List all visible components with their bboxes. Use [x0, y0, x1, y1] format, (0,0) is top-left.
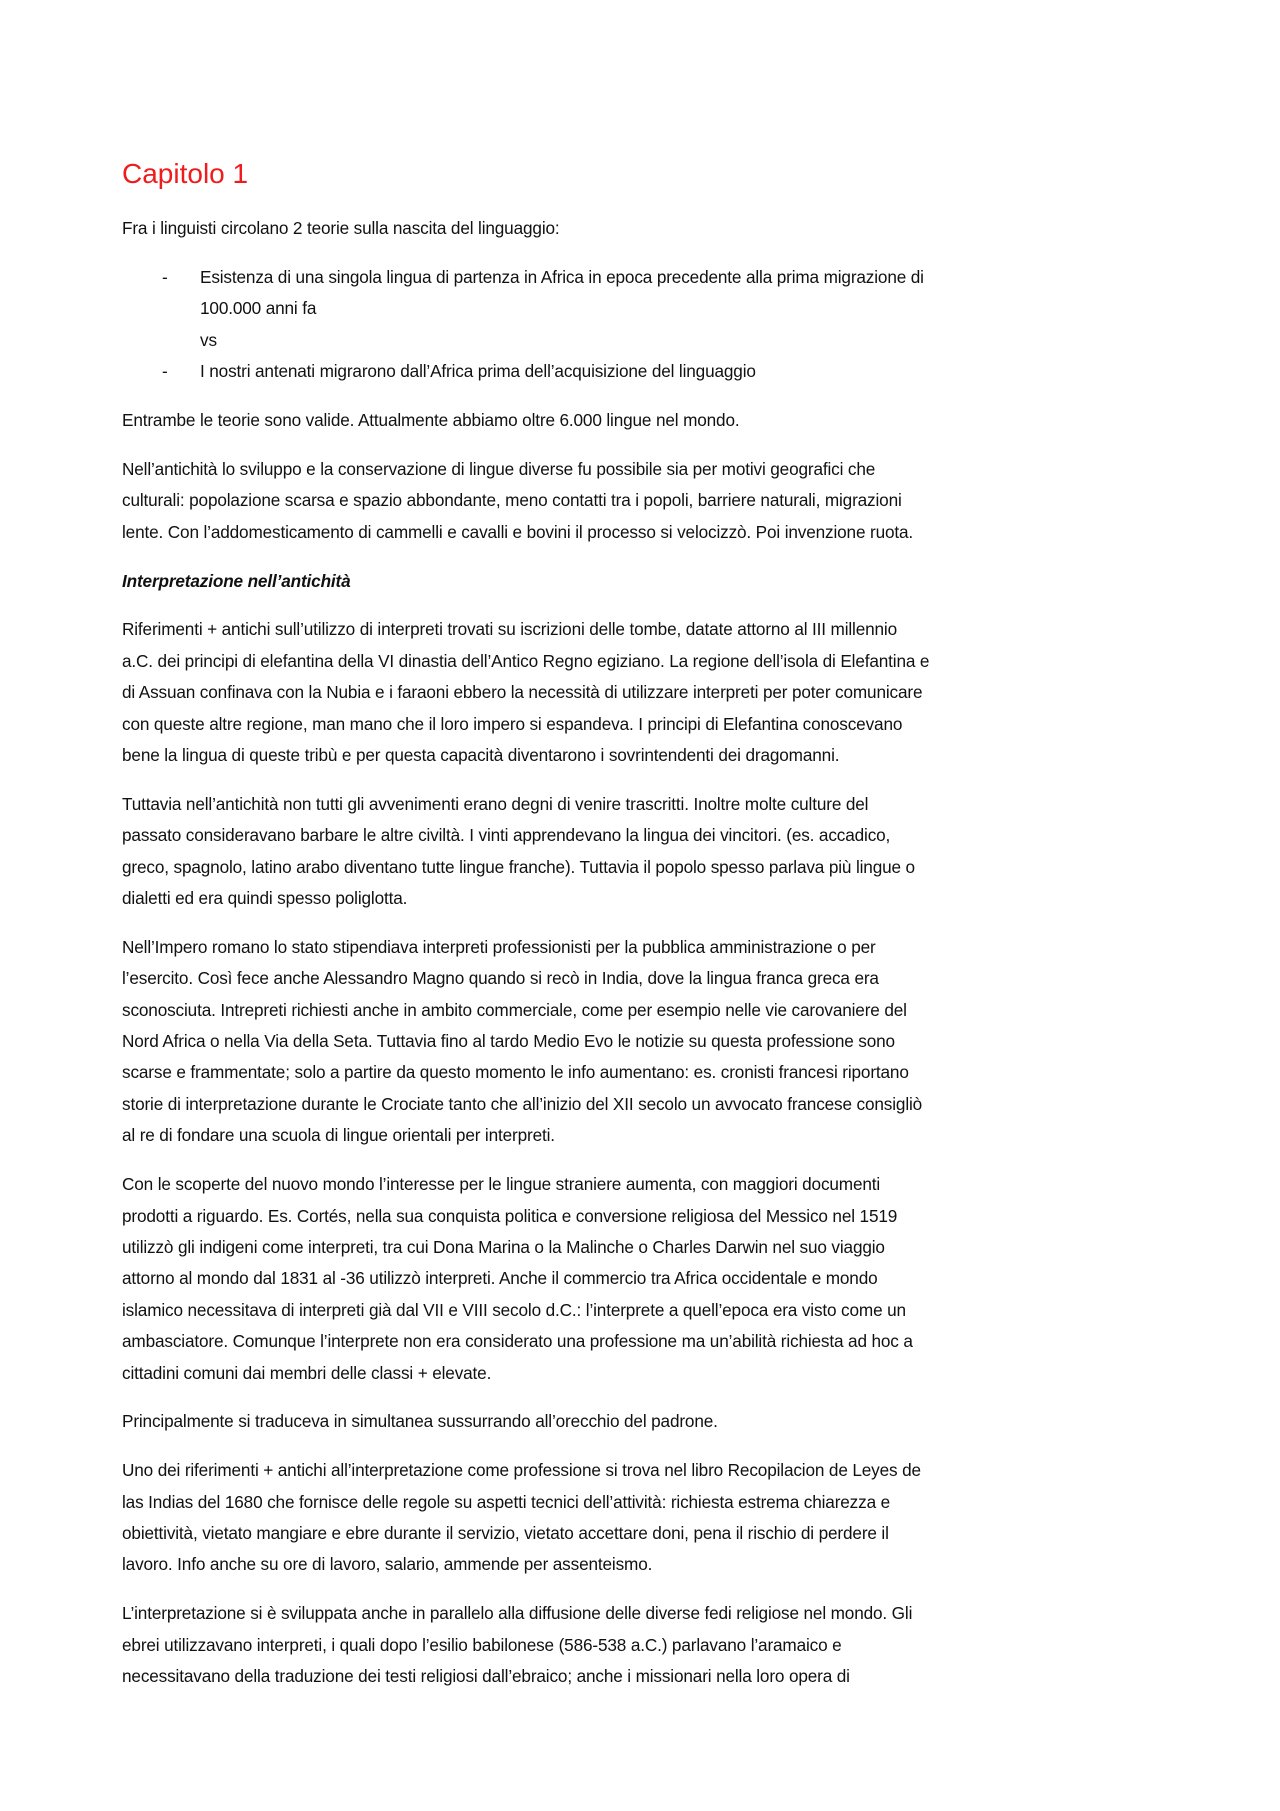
text-line: necessitavano della traduzione dei testi religiosi dall’ebraico; anche i missionari nella loro opera di — [122, 1666, 850, 1687]
section-heading-block — [122, 566, 1172, 597]
text-line: l’esercito. Così fece anche Alessandro Magno quando si recò in India, dove la lingua franca greca era — [122, 968, 879, 989]
list-item-text: Esistenza di una singola lingua di partenza in Africa in epoca precedente alla prima migrazione di — [200, 266, 924, 287]
theory-list — [122, 262, 1172, 388]
list-item — [122, 262, 1172, 293]
text-line: Entrambe le teorie sono valide. Attualmente abbiamo oltre 6.000 lingue nel mondo. — [122, 409, 740, 430]
text-line: attorno al mondo dal 1831 al -36 utilizzò interpreti. Anche il commercio tra Africa occidentale e mondo — [122, 1268, 878, 1289]
text-line: culturali: popolazione scarsa e spazio abbondante, meno contatti tra i popoli, barriere naturali, migrazioni — [122, 490, 902, 511]
text-line: lavoro. Info anche su ore di lavoro, salario, ammende per assenteismo. — [122, 1554, 653, 1575]
text-line: con queste altre regione, man mano che il loro impero si espandeva. I principi di Elefantina conoscevano — [122, 713, 903, 734]
intro-paragraph — [122, 213, 1172, 244]
text-line: storie di interpretazione durante le Crociate tanto che all’inizio del XII secolo un avvocato francese consigliò — [122, 1093, 923, 1114]
text-line: Uno dei riferimenti + antichi all’interpretazione come professione si trova nel libro Recopilacion de Leyes de — [122, 1460, 921, 1481]
text-line: cittadini comuni dai membri delle classi + elevate. — [122, 1362, 492, 1383]
paragraph — [122, 1169, 1172, 1389]
text-line: prodotti a riguardo. Es. Cortés, nella sua conquista politica e conversione religiosa del Messico nel 1519 — [122, 1205, 898, 1226]
paragraph — [122, 454, 1172, 548]
text-line: passato consideravano barbare le altre civiltà. I vinti apprendevano la lingua dei vincitori. (es. accadico, — [122, 825, 891, 846]
chapter-title: Capitolo 1 — [122, 158, 249, 189]
paragraph — [122, 1598, 1172, 1692]
text-line: L’interpretazione si è sviluppata anche in parallelo alla diffusione delle diverse fedi religiose nel mondo. Gli — [122, 1603, 913, 1624]
text-line: Nord Africa o nella Via della Seta. Tuttavia fino al tardo Medio Evo le notizie su questa professione sono — [122, 1031, 895, 1052]
dash-bullet: - — [162, 361, 168, 382]
text-line: Nell’antichità lo sviluppo e la conservazione di lingue diverse fu possibile sia per motivi geografici che — [122, 458, 876, 479]
paragraph — [122, 789, 1172, 915]
text-line: Fra i linguisti circolano 2 teorie sulla nascita del linguaggio: — [122, 218, 560, 238]
text-line: Con le scoperte del nuovo mondo l’interesse per le lingue straniere aumenta, con maggiori documenti — [122, 1174, 881, 1195]
text-line: ambasciatore. Comunque l’interprete non era considerato una professione ma un’abilità richiesta ad hoc a — [122, 1331, 913, 1352]
list-item-continuation: 100.000 anni fa — [200, 298, 317, 319]
text-line: ebrei utilizzavano interpreti, i quali dopo l’esilio babilonese (586-538 a.C.) parlavano l’aramaico e — [122, 1634, 842, 1655]
paragraph — [122, 932, 1172, 1152]
text-line: di Assuan confinava con la Nubia e i faraoni ebbero la necessità di utilizzare interpreti per poter comunicare — [122, 682, 923, 703]
text-line: dialetti ed era quindi spesso poliglotta. — [122, 888, 408, 909]
text-line: al re di fondare una scuola di lingue orientali per interpreti. — [122, 1125, 555, 1146]
text-line: las Indias del 1680 che fornisce delle regole su aspetti tecnici dell’attività: richiesta estrema chiarezza e — [122, 1491, 891, 1512]
text-line: Nell’Impero romano lo stato stipendiava interpreti professionisti per la pubblica amministrazione o per — [122, 936, 876, 957]
dash-bullet: - — [162, 266, 168, 287]
text-line: Tuttavia nell’antichità non tutti gli avvenimenti erano degni di venire trascritti. Inoltre molte culture del — [122, 793, 869, 814]
paragraph — [122, 405, 1172, 436]
text-line: islamico necessitava di interpreti già dal VII e VIII secolo d.C.: l’interprete a quell’epoca era visto come un — [122, 1299, 906, 1320]
text-line: scarse e frammentate; solo a partire da questo momento le info aumentano: es. cronisti francesi riportano — [122, 1062, 909, 1083]
vs-text: vs — [200, 329, 217, 350]
text-line: utilizzò gli indigeni come interpreti, tra cui Dona Marina o la Malinche o Charles Darwin nel suo viaggio — [122, 1236, 885, 1257]
paragraph — [122, 1406, 1172, 1437]
text-line: a.C. dei principi di elefantina della VI dinastia dell’Antico Regno egiziano. La regione dell’isola di Elefantina e — [122, 650, 930, 671]
paragraph — [122, 1455, 1172, 1581]
text-line: sconosciuta. Intrepreti richiesti anche in ambito commerciale, come per esempio nelle vie carovaniere del — [122, 999, 907, 1020]
list-item-text: I nostri antenati migrarono dall’Africa prima dell’acquisizione del linguaggio — [200, 361, 756, 382]
text-line: greco, spagnolo, latino arabo diventano tutte lingue franche). Tuttavia il popolo spesso parlava più lingue o — [122, 856, 915, 877]
text-line: Principalmente si traduceva in simultanea sussurrando all’orecchio del padrone. — [122, 1411, 718, 1432]
text-line: obiettività, vietato mangiare e ebre durante il servizio, vietato accettare doni, pena il rischio di perdere il — [122, 1523, 889, 1544]
list-item — [122, 356, 1172, 387]
text-line: Riferimenti + antichi sull’utilizzo di interpreti trovati su iscrizioni delle tombe, datate attorno al III millennio — [122, 619, 898, 640]
text-line: bene la lingua di queste tribù e per questa capacità diventarono i sovrintendenti dei dragomanni. — [122, 744, 840, 765]
document-page — [122, 150, 1172, 1710]
section-heading: Interpretazione nell’antichità — [122, 570, 351, 591]
paragraph — [122, 614, 1172, 771]
text-line: lente. Con l’addomesticamento di cammelli e cavalli e bovini il processo si velocizzò. Poi invenzione ruota. — [122, 521, 914, 542]
